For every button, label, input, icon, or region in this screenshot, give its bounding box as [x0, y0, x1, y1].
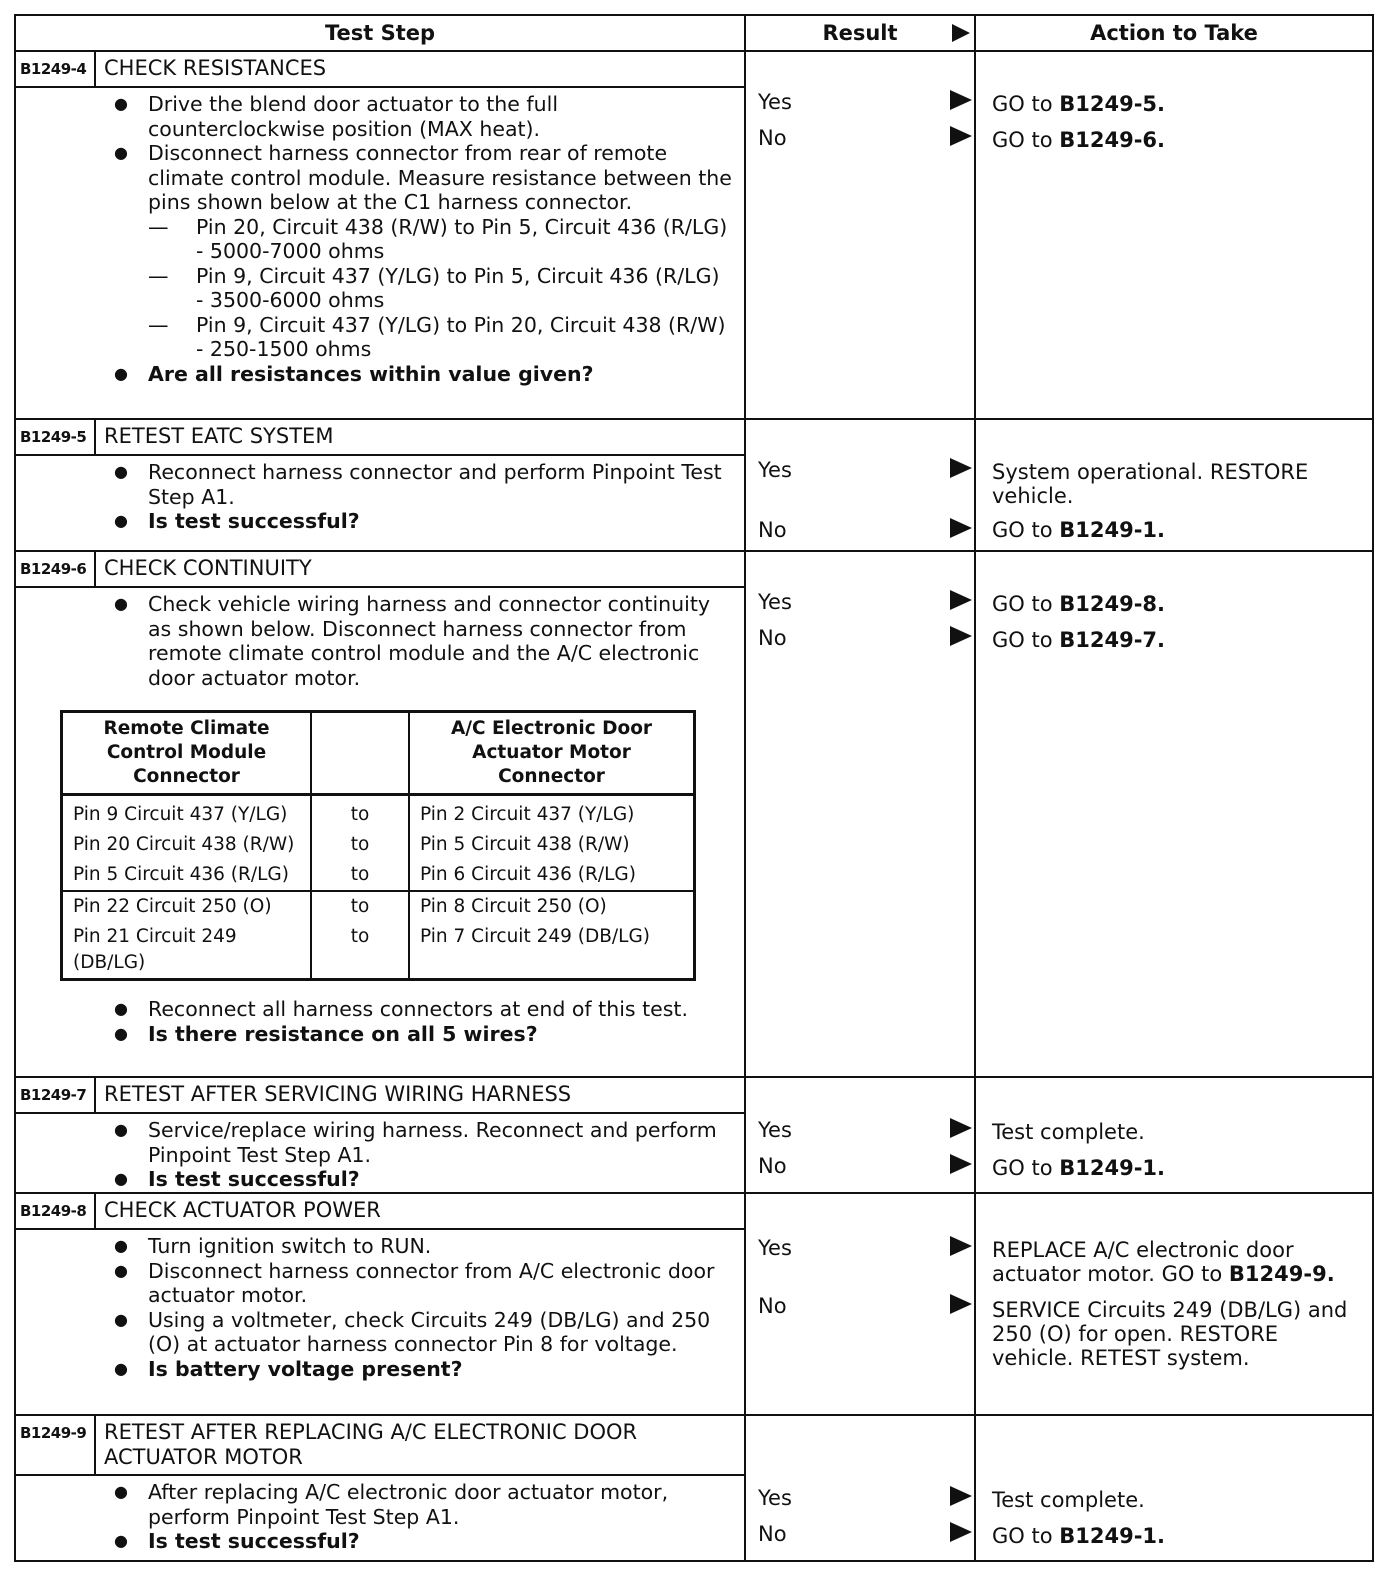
resistance-spec: — Pin 9, Circuit 437 (Y/LG) to Pin 20, Circuit 438 (R/W) - 250-1500 ohms	[148, 313, 732, 362]
action-cell	[976, 1194, 1372, 1414]
step-question: ● Is test successful?	[26, 1529, 732, 1554]
step-id: B1249-8	[16, 1194, 96, 1228]
arrow-right-icon	[950, 1236, 972, 1256]
arrow-right-icon	[950, 458, 972, 478]
step-reference: B1249-8.	[1059, 592, 1166, 616]
result-no: No	[758, 518, 787, 542]
table-row: Pin 9 Circuit 437 (Y/LG) to Pin 2 Circuit 437 (Y/LG)	[62, 795, 695, 831]
action-yes: GO to B1249-5.	[992, 92, 1166, 116]
step-instruction-text: Disconnect harness connector from rear of remote climate control module. Measure resistance between the pins shown below at the C1 harness connector.	[148, 141, 732, 214]
result-cell	[746, 552, 976, 1076]
arrow-right-icon	[950, 1522, 972, 1542]
header-result	[746, 16, 976, 50]
arrow-right-icon	[950, 626, 972, 646]
step-instruction: ● Reconnect harness connector and perform Pinpoint Test Step A1.	[26, 460, 732, 509]
action-cell	[976, 1416, 1372, 1560]
result-cell	[746, 420, 976, 550]
step-title: RETEST AFTER SERVICING WIRING HARNESS	[104, 1082, 572, 1106]
result-no: No	[758, 1294, 787, 1318]
step-id: B1249-9	[16, 1416, 96, 1474]
step-question: ● Is test successful?	[26, 1167, 732, 1192]
step-question: ● Is there resistance on all 5 wires?	[26, 1022, 732, 1047]
result-yes: Yes	[758, 90, 792, 114]
arrow-right-icon	[950, 1486, 972, 1506]
result-cell	[746, 52, 976, 418]
step-instruction: ● Drive the blend door actuator to the full counterclockwise position (MAX heat).	[26, 92, 732, 141]
step-reference: B1249-6.	[1059, 128, 1166, 152]
action-yes: GO to B1249-8.	[992, 592, 1166, 616]
step-instruction: ● Using a voltmeter, check Circuits 249 (DB/LG) and 250 (O) at actuator harness connector Pin 8 for voltage.	[26, 1308, 732, 1357]
result-yes: Yes	[758, 458, 792, 482]
action-no: GO to B1249-1.	[992, 1524, 1166, 1548]
step-title: RETEST AFTER REPLACING A/C ELECTRONIC DOOR ACTUATOR MOTOR	[104, 1420, 638, 1469]
action-yes: Test complete.	[992, 1488, 1145, 1512]
result-yes: Yes	[758, 1486, 792, 1510]
header-test-step: Test Step	[16, 16, 746, 50]
arrow-right-icon	[950, 1118, 972, 1138]
step-question: ● Are all resistances within value given?	[26, 362, 732, 387]
step-instruction: ● Disconnect harness connector from A/C electronic door actuator motor.	[26, 1259, 732, 1308]
step-reference: B1249-9.	[1228, 1262, 1335, 1286]
step-reference: B1249-1.	[1059, 1156, 1166, 1180]
action-yes: REPLACE A/C electronic door actuator motor. GO to B1249-9.	[992, 1238, 1335, 1286]
result-no: No	[758, 126, 787, 150]
action-yes: System operational. RESTORE vehicle.	[992, 460, 1309, 508]
step-instruction	[26, 141, 732, 362]
table-row: Pin 21 Circuit 249 (DB/LG) to Pin 7 Circuit 249 (DB/LG)	[62, 922, 695, 980]
action-no: GO to B1249-1.	[992, 518, 1166, 542]
result-cell	[746, 1194, 976, 1414]
action-cell	[976, 552, 1372, 1076]
diagnostic-table	[14, 14, 1374, 1562]
step-id: B1249-6	[16, 552, 96, 586]
column-header	[311, 712, 409, 795]
header-action: Action to Take	[1090, 21, 1258, 45]
arrow-right-icon	[950, 1154, 972, 1174]
test-step-b1249-9	[14, 1416, 1374, 1562]
action-cell	[976, 420, 1372, 550]
test-step-b1249-6	[14, 552, 1374, 1078]
arrow-right-icon	[950, 518, 972, 538]
column-header: A/C Electronic Door Actuator Motor Connector	[409, 712, 695, 795]
arrow-right-icon	[950, 590, 972, 610]
step-instruction: ● Check vehicle wiring harness and connector continuity as shown below. Disconnect harness connector from remote climate control module and the A/C electronic door actuator motor.	[26, 592, 732, 690]
step-question: ● Is battery voltage present?	[26, 1357, 732, 1382]
test-step-b1249-4	[14, 52, 1374, 420]
step-title: CHECK RESISTANCES	[104, 56, 327, 80]
step-title: CHECK ACTUATOR POWER	[104, 1198, 381, 1222]
table-header	[14, 14, 1374, 52]
step-instruction: ● Reconnect all harness connectors at end of this test.	[26, 997, 732, 1022]
table-row: Pin 20 Circuit 438 (R/W) to Pin 5 Circuit 438 (R/W)	[62, 830, 695, 860]
test-step-b1249-7	[14, 1078, 1374, 1194]
step-instruction: ● Service/replace wiring harness. Reconnect and perform Pinpoint Test Step A1.	[26, 1118, 732, 1167]
result-yes: Yes	[758, 590, 792, 614]
result-yes: Yes	[758, 1118, 792, 1142]
action-cell	[976, 52, 1372, 418]
result-no: No	[758, 626, 787, 650]
action-no: SERVICE Circuits 249 (DB/LG) and 250 (O) for open. RESTORE vehicle. RETEST system.	[992, 1298, 1348, 1370]
action-yes: Test complete.	[992, 1120, 1145, 1144]
test-step-b1249-8	[14, 1194, 1374, 1416]
table-row: Pin 22 Circuit 250 (O) to Pin 8 Circuit 250 (O)	[62, 891, 695, 922]
step-reference: B1249-1.	[1059, 518, 1166, 542]
step-id: B1249-7	[16, 1078, 96, 1112]
column-header: Remote Climate Control Module Connector	[62, 712, 312, 795]
step-id: B1249-4	[16, 52, 96, 86]
result-cell	[746, 1078, 976, 1192]
step-instruction: ● After replacing A/C electronic door actuator motor, perform Pinpoint Test Step A1.	[26, 1480, 732, 1529]
step-reference: B1249-7.	[1059, 628, 1166, 652]
arrow-right-icon	[950, 1294, 972, 1314]
arrow-right-icon	[952, 24, 970, 42]
arrow-right-icon	[950, 126, 972, 146]
step-id: B1249-5	[16, 420, 96, 454]
action-no: GO to B1249-1.	[992, 1156, 1166, 1180]
header-result-label: Result	[822, 21, 898, 45]
test-step-b1249-5	[14, 420, 1374, 552]
resistance-spec: — Pin 20, Circuit 438 (R/W) to Pin 5, Circuit 436 (R/LG) - 5000-7000 ohms	[148, 215, 732, 264]
step-question: ● Is test successful?	[26, 509, 732, 534]
result-no: No	[758, 1154, 787, 1178]
step-title: RETEST EATC SYSTEM	[104, 424, 334, 448]
step-title: CHECK CONTINUITY	[104, 556, 312, 580]
result-cell	[746, 1416, 976, 1560]
table-row: Pin 5 Circuit 436 (R/LG) to Pin 6 Circuit 436 (R/LG)	[62, 860, 695, 891]
continuity-table	[60, 710, 696, 981]
action-no: GO to B1249-6.	[992, 128, 1166, 152]
step-reference: B1249-5.	[1059, 92, 1166, 116]
action-cell	[976, 1078, 1372, 1192]
result-yes: Yes	[758, 1236, 792, 1260]
step-instruction: ● Turn ignition switch to RUN.	[26, 1234, 732, 1259]
action-no: GO to B1249-7.	[992, 628, 1166, 652]
arrow-right-icon	[950, 90, 972, 110]
result-no: No	[758, 1522, 787, 1546]
resistance-spec: — Pin 9, Circuit 437 (Y/LG) to Pin 5, Circuit 436 (R/LG) - 3500-6000 ohms	[148, 264, 732, 313]
step-reference: B1249-1.	[1059, 1524, 1166, 1548]
